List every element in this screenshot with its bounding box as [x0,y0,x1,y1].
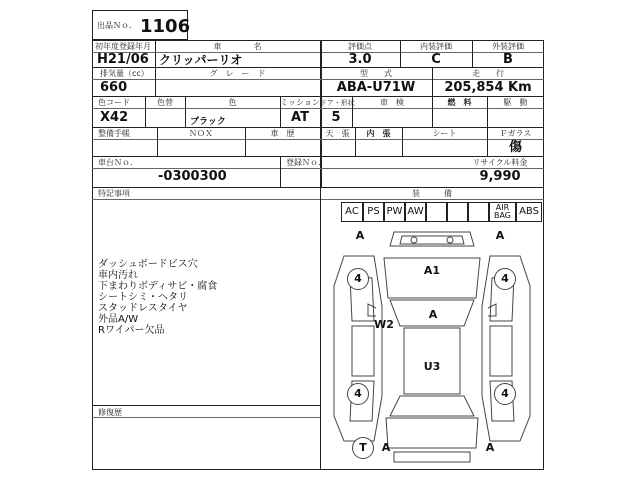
mark-tire-rear-left: 4 [347,383,369,405]
color-code-label: 色コード [98,98,130,107]
mark-front-left: A [355,229,365,242]
equipment-pw: PW [384,202,405,222]
equipment-ac: AC [341,202,363,222]
equipment-empty [447,202,468,222]
mission-value: AT [291,110,309,125]
lot-number: 1106 [140,16,191,37]
headliner-label: 天 張 [325,129,350,138]
front-glass-value: 傷 [508,140,522,155]
note-line: ダッシュボードビス穴 [98,259,198,270]
recycle-fee-value: 9,990 [479,169,521,184]
recycle-fee-label: リサイクル料金 [472,158,528,167]
equipment-ps: PS [363,202,384,222]
doors-label: ドア・形状 [320,99,355,107]
interior-score-value: C [431,52,441,67]
displacement-label: 排気量（cc） [100,69,149,78]
repair-history-label: 修復歴 [98,408,122,417]
model-label: 型 式 [360,69,392,78]
maintenance-book-label: 整備手帳 [98,129,130,138]
interior-trim-label: 内 張 [366,129,391,138]
vehicle-history-label: 車 歴 [270,129,295,138]
mark-tire-rear-right: 4 [494,383,516,405]
mark-front-right: A [495,229,505,242]
seat-label: シート [432,129,457,138]
equipment-empty [468,202,489,222]
lot-number-label: 出品Ｎｏ． [97,21,137,30]
displacement-value: 660 [100,80,128,95]
grade-label: グ レ ー ド [209,69,266,78]
equipment-aw: AW [405,202,426,222]
car-damage-diagram [324,226,540,466]
note-line: シートシミ・ヘタリ [98,292,188,303]
color-label: 色 [228,98,237,107]
model-value: ABA-U71W [336,80,416,95]
mark-rear-right: A [485,441,495,454]
mark-hood: A1 [423,264,441,277]
score-label: 評価点 [348,42,372,51]
note-line: 車内汚れ [98,270,138,281]
first-registration-label: 初年度登録年月 [95,42,151,51]
note-line: スタッドレスタイヤ [98,303,188,314]
car-name-label: 車 名 [213,42,262,51]
color-code-value: X42 [100,110,129,125]
mark-tire-front-right: 4 [494,268,516,290]
score-value: 3.0 [348,52,372,67]
lot-number-box [92,10,191,40]
chassis-number-value: -0300300 [158,169,227,184]
mark-tire-front-left: 4 [347,268,369,290]
color-value: ブラック [190,117,226,127]
doors-value: 5 [331,110,341,125]
color-swap-label: 色替 [157,98,173,107]
mark-rear-left: A [381,441,391,454]
mark-roof-front: A [428,308,438,321]
interior-score-label: 内装評価 [420,42,452,51]
exterior-score-label: 外装評価 [492,42,524,51]
mileage-value: 205,854 Km [444,80,532,95]
mileage-label: 走 行 [472,69,504,78]
mark-windshield: W2 [374,318,394,331]
car-name-value: クリッパーリオ [159,53,243,67]
nox-label: ＮＯＸ [189,129,213,138]
special-notes-label: 特記事項 [98,189,130,198]
mission-label: ミッション [280,98,320,107]
exterior-score-value: B [503,52,513,67]
front-glass-label: Ｆガラス [499,129,532,138]
registration-number-label: 登録Ｎｏ． [286,158,326,167]
note-line: 下まわりボディサビ・腐食 [98,281,218,292]
equipment-empty [426,202,447,222]
mark-rear-circle: T [352,437,374,459]
inspection-label: 車 検 [380,98,404,107]
fuel-label: 燃 料 [447,98,472,107]
equipment-airbag: AIR BAG [489,202,516,222]
equipment-abs: ABS [516,202,542,222]
chassis-number-label: 車台Ｎｏ． [98,158,138,167]
drive-label: 駆 動 [503,98,528,107]
mark-roof: U3 [423,360,441,373]
first-registration-value: H21/06 [97,52,149,67]
note-line: 外品A/W [98,314,139,325]
equipment-label: 装 備 [412,189,452,198]
note-line: Rワイパー欠品 [98,325,165,336]
